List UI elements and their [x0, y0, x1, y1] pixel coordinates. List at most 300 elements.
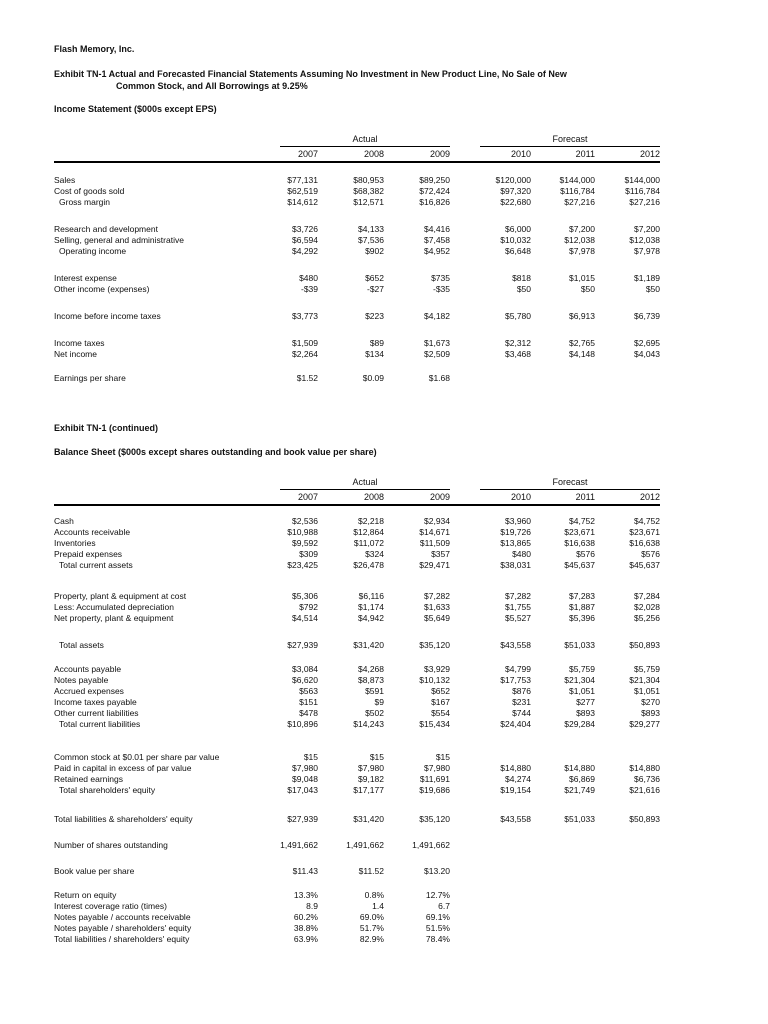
row-value: $893 [576, 708, 595, 718]
row-value: $19,726 [500, 527, 531, 537]
row-value: $4,416 [424, 224, 450, 234]
row-value: $9,182 [358, 774, 384, 784]
table-row [54, 686, 660, 697]
row-value: $14,612 [287, 197, 318, 207]
row-value: $7,980 [358, 763, 384, 773]
row-label: Common stock at $0.01 per share par value [54, 752, 220, 762]
year-header: 2007 [297, 492, 318, 502]
row-value: $652 [365, 273, 384, 283]
table-row [54, 373, 654, 384]
row-label: Total assets [59, 640, 104, 650]
row-value: $1,673 [424, 338, 450, 348]
table-row [54, 640, 660, 651]
row-value: $21,749 [564, 785, 595, 795]
row-value: $1,887 [569, 602, 595, 612]
year-header: 2008 [363, 149, 384, 159]
row-value: $50 [516, 284, 531, 294]
row-value: $7,978 [569, 246, 595, 256]
row-value: $62,519 [287, 186, 318, 196]
row-value: $51,033 [564, 814, 595, 824]
row-label: Interest coverage ratio (times) [54, 901, 167, 911]
row-value: $6,736 [634, 774, 660, 784]
row-value: $23,425 [287, 560, 318, 570]
row-value: $23,671 [564, 527, 595, 537]
income-forecast-label: Forecast [552, 134, 588, 144]
table-row [54, 338, 660, 349]
row-value: 51.5% [425, 923, 450, 933]
row-value: $5,649 [424, 613, 450, 623]
table-row [54, 527, 660, 538]
row-value: 69.1% [425, 912, 450, 922]
row-value: $23,671 [629, 527, 660, 537]
row-label: Accounts receivable [54, 527, 131, 537]
row-value: $7,978 [634, 246, 660, 256]
table-row [54, 175, 660, 186]
year-header: 2010 [510, 149, 531, 159]
row-label: Sales [54, 175, 76, 185]
row-label: Selling, general and administrative [54, 235, 184, 245]
table-row [54, 224, 660, 235]
row-value: $7,282 [424, 591, 450, 601]
row-value: $1,174 [358, 602, 384, 612]
row-value: $21,616 [629, 785, 660, 795]
exhibit-title-line2: Common Stock, and All Borrowings at 9.25% [116, 81, 308, 91]
row-value: $116,784 [560, 186, 595, 196]
row-value: $478 [299, 708, 318, 718]
row-value: $6,913 [569, 311, 595, 321]
row-value: $16,638 [629, 538, 660, 548]
row-value: $12,038 [564, 235, 595, 245]
row-value: $876 [512, 686, 531, 696]
row-value: $10,896 [287, 719, 318, 729]
row-value: $7,980 [424, 763, 450, 773]
row-value: $591 [365, 686, 384, 696]
row-label: Book value per share [54, 866, 135, 876]
income-header-rule [54, 161, 660, 163]
row-value: $5,527 [505, 613, 531, 623]
row-value: $89 [369, 338, 384, 348]
row-value: $4,799 [505, 664, 531, 674]
row-value: 69.0% [359, 912, 384, 922]
row-label: Total liabilities & shareholders' equity [54, 814, 193, 824]
row-value: $1,755 [505, 602, 531, 612]
row-label: Total shareholders' equity [59, 785, 156, 795]
year-header: 2009 [429, 149, 450, 159]
row-value: $7,536 [358, 235, 384, 245]
row-value: $4,043 [634, 349, 660, 359]
year-header: 2009 [429, 492, 450, 502]
table-row [54, 708, 660, 719]
row-label: Property, plant & equipment at cost [54, 591, 187, 601]
row-value: $818 [512, 273, 531, 283]
row-value: $4,752 [569, 516, 595, 526]
row-value: $50,893 [629, 814, 660, 824]
row-value: 78.4% [425, 934, 450, 944]
row-value: $50 [645, 284, 660, 294]
row-value: $223 [365, 311, 384, 321]
year-header: 2007 [297, 149, 318, 159]
row-value: $2,218 [358, 516, 384, 526]
row-value: $3,084 [292, 664, 318, 674]
row-value: $27,939 [287, 640, 318, 650]
row-label: Other current liabilities [54, 708, 139, 718]
row-value: $4,148 [569, 349, 595, 359]
row-value: $29,471 [419, 560, 450, 570]
row-value: $1,051 [634, 686, 660, 696]
row-value: -$35 [432, 284, 450, 294]
row-value: $4,274 [505, 774, 531, 784]
row-value: 1.4 [372, 901, 384, 911]
row-value: $51,033 [564, 640, 595, 650]
row-value: $502 [365, 708, 384, 718]
table-row [54, 186, 660, 197]
balance-forecast-rule [480, 489, 660, 490]
row-label: Income taxes payable [54, 697, 137, 707]
row-value: $5,256 [634, 613, 660, 623]
row-value: $11.43 [292, 866, 318, 876]
table-row [54, 697, 660, 708]
row-value: $16,826 [419, 197, 450, 207]
row-value: 6.7 [438, 901, 450, 911]
row-value: $902 [365, 246, 384, 256]
row-value: $2,695 [634, 338, 660, 348]
income-forecast-rule [480, 146, 660, 147]
row-value: $80,953 [353, 175, 384, 185]
row-value: $357 [431, 549, 450, 559]
row-value: $1,015 [569, 273, 595, 283]
row-label: Retained earnings [54, 774, 123, 784]
row-value: $3,468 [505, 349, 531, 359]
row-label: Other income (expenses) [54, 284, 150, 294]
row-label: Net income [54, 349, 97, 359]
row-value: $12,038 [629, 235, 660, 245]
row-value: $6,594 [292, 235, 318, 245]
row-value: 12.7% [425, 890, 450, 900]
row-label: Cash [54, 516, 74, 526]
row-label: Accounts payable [54, 664, 122, 674]
year-header: 2012 [639, 149, 660, 159]
row-value: $19,154 [500, 785, 531, 795]
row-value: $3,726 [292, 224, 318, 234]
table-row [54, 719, 660, 730]
balance-actual-label: Actual [352, 477, 378, 487]
row-value: $120,000 [495, 175, 531, 185]
row-value: $792 [299, 602, 318, 612]
row-value: $480 [512, 549, 531, 559]
exhibit-title-line1: Exhibit TN-1 Actual and Forecasted Financial Statements Assuming No Investment in New Product Line, No Sale of New [54, 69, 567, 79]
row-value: $167 [431, 697, 450, 707]
row-value: $15,434 [419, 719, 450, 729]
row-value: $4,268 [358, 664, 384, 674]
row-value: $134 [365, 349, 384, 359]
row-value: 1,491,662 [412, 840, 450, 850]
row-value: $7,283 [569, 591, 595, 601]
row-value: $277 [576, 697, 595, 707]
row-label: Return on equity [54, 890, 117, 900]
row-value: 13.3% [293, 890, 318, 900]
row-value: $68,382 [353, 186, 384, 196]
table-row [54, 675, 660, 686]
row-value: $11,072 [353, 538, 384, 548]
row-value: $144,000 [559, 175, 595, 185]
row-value: $4,952 [424, 246, 450, 256]
row-value: $116,784 [625, 186, 660, 196]
row-value: $7,458 [424, 235, 450, 245]
row-value: $9,592 [292, 538, 318, 548]
row-value: $2,264 [292, 349, 318, 359]
row-value: $2,934 [424, 516, 450, 526]
row-value: $4,514 [292, 613, 318, 623]
row-value: $3,960 [505, 516, 531, 526]
table-row [54, 613, 660, 624]
row-value: $13.20 [424, 866, 450, 876]
table-row [54, 664, 660, 675]
row-value: $35,120 [419, 814, 450, 824]
row-value: $6,739 [634, 311, 660, 321]
row-value: $6,116 [358, 591, 384, 601]
row-value: $11,509 [419, 538, 450, 548]
table-row [54, 197, 660, 208]
row-value: $45,637 [564, 560, 595, 570]
row-value: 38.8% [293, 923, 318, 933]
row-value: $72,424 [419, 186, 450, 196]
row-value: $270 [641, 697, 660, 707]
row-value: $5,780 [505, 311, 531, 321]
table-row [54, 785, 660, 796]
row-value: $309 [299, 549, 318, 559]
year-header: 2011 [575, 492, 595, 502]
row-value: $5,396 [569, 613, 595, 623]
row-label: Net property, plant & equipment [54, 613, 174, 623]
row-value: $21,304 [629, 675, 660, 685]
row-value: $480 [299, 273, 318, 283]
row-value: 8.9 [306, 901, 318, 911]
row-value: $231 [512, 697, 531, 707]
table-row [54, 866, 654, 877]
table-row [54, 814, 660, 825]
table-row [54, 934, 654, 945]
row-value: $4,942 [358, 613, 384, 623]
table-row [54, 560, 660, 571]
row-value: $14,243 [353, 719, 384, 729]
row-value: 1,491,662 [280, 840, 318, 850]
income-actual-rule [280, 146, 450, 147]
row-value: $9 [374, 697, 384, 707]
row-value: $14,880 [564, 763, 595, 773]
row-value: $2,765 [569, 338, 595, 348]
row-value: $1,509 [292, 338, 318, 348]
row-value: $652 [431, 686, 450, 696]
year-header: 2012 [639, 492, 660, 502]
row-value: $21,304 [564, 675, 595, 685]
row-value: $576 [641, 549, 660, 559]
row-value: $14,671 [419, 527, 450, 537]
table-row [54, 763, 660, 774]
row-value: $11,691 [419, 774, 450, 784]
table-row [54, 901, 654, 912]
row-value: $24,404 [500, 719, 531, 729]
balance-header-rule [54, 504, 660, 506]
row-value: $31,420 [353, 640, 384, 650]
row-value: $576 [576, 549, 595, 559]
balance-sheet-title: Balance Sheet ($000s except shares outstanding and book value per share) [54, 447, 377, 457]
row-value: $43,558 [500, 814, 531, 824]
row-value: $4,292 [292, 246, 318, 256]
row-label: Total current liabilities [59, 719, 141, 729]
row-value: $9,048 [292, 774, 318, 784]
table-row [54, 912, 654, 923]
row-label: Paid in capital in excess of par value [54, 763, 192, 773]
row-value: $6,869 [569, 774, 595, 784]
row-value: $31,420 [353, 814, 384, 824]
row-value: $1.52 [296, 373, 318, 383]
row-value: $1,633 [424, 602, 450, 612]
row-value: $50 [580, 284, 595, 294]
table-row [54, 235, 660, 246]
table-row [54, 591, 660, 602]
row-label: Earnings per share [54, 373, 126, 383]
row-value: $11.52 [358, 866, 384, 876]
row-value: $10,988 [287, 527, 318, 537]
row-value: $29,277 [629, 719, 660, 729]
table-row [54, 349, 660, 360]
row-value: $4,133 [358, 224, 384, 234]
row-value: $12,864 [353, 527, 384, 537]
row-value: $6,000 [505, 224, 531, 234]
row-value: $7,200 [569, 224, 595, 234]
row-value: $5,306 [292, 591, 318, 601]
row-label: Interest expense [54, 273, 117, 283]
row-value: -$27 [366, 284, 384, 294]
row-value: $893 [641, 708, 660, 718]
year-header: 2011 [575, 149, 595, 159]
row-value: $144,000 [624, 175, 660, 185]
row-value: $7,284 [634, 591, 660, 601]
company-name: Flash Memory, Inc. [54, 44, 135, 54]
row-value: $10,132 [419, 675, 450, 685]
row-value: 63.9% [293, 934, 318, 944]
row-value: $19,686 [419, 785, 450, 795]
row-value: $27,939 [287, 814, 318, 824]
row-label: Less: Accumulated depreciation [54, 602, 175, 612]
row-value: $97,320 [500, 186, 531, 196]
table-row [54, 246, 660, 257]
row-value: $6,648 [505, 246, 531, 256]
row-value: $12,571 [353, 197, 384, 207]
row-value: $15 [369, 752, 384, 762]
continued-title: Exhibit TN-1 (continued) [54, 423, 158, 433]
row-value: $45,637 [629, 560, 660, 570]
row-value: $43,558 [500, 640, 531, 650]
row-value: 51.7% [359, 923, 384, 933]
row-value: $735 [431, 273, 450, 283]
row-value: $324 [365, 549, 384, 559]
balance-forecast-label: Forecast [552, 477, 588, 487]
row-value: $2,028 [634, 602, 660, 612]
row-label: Total liabilities / shareholders' equity [54, 934, 190, 944]
row-value: $5,759 [569, 664, 595, 674]
row-value: -$39 [300, 284, 318, 294]
table-row [54, 840, 654, 851]
row-value: $7,200 [634, 224, 660, 234]
row-value: $29,284 [564, 719, 595, 729]
row-value: $27,216 [629, 197, 660, 207]
year-header: 2008 [363, 492, 384, 502]
row-label: Accrued expenses [54, 686, 124, 696]
row-label: Income taxes [54, 338, 105, 348]
row-label: Income before income taxes [54, 311, 161, 321]
row-value: $3,929 [424, 664, 450, 674]
income-actual-label: Actual [352, 134, 378, 144]
row-value: $26,478 [353, 560, 384, 570]
row-value: 82.9% [359, 934, 384, 944]
row-value: $554 [431, 708, 450, 718]
row-label: Notes payable [54, 675, 109, 685]
row-label: Inventories [54, 538, 96, 548]
table-row [54, 602, 660, 613]
row-value: $1.68 [428, 373, 450, 383]
row-value: $2,312 [505, 338, 531, 348]
row-value: $563 [299, 686, 318, 696]
row-value: $5,759 [634, 664, 660, 674]
row-value: $17,177 [353, 785, 384, 795]
balance-actual-rule [280, 489, 450, 490]
table-row [54, 923, 654, 934]
row-value: $151 [299, 697, 318, 707]
row-value: 0.8% [364, 890, 384, 900]
table-row [54, 774, 660, 785]
row-value: $4,752 [634, 516, 660, 526]
row-value: $8,873 [358, 675, 384, 685]
row-value: $38,031 [500, 560, 531, 570]
table-row [54, 752, 654, 763]
row-value: $14,880 [629, 763, 660, 773]
row-value: $22,680 [500, 197, 531, 207]
table-row [54, 890, 654, 901]
income-statement-title: Income Statement ($000s except EPS) [54, 104, 217, 114]
row-label: Notes payable / shareholders' equity [54, 923, 192, 933]
row-value: $17,753 [500, 675, 531, 685]
row-value: $17,043 [287, 785, 318, 795]
row-label: Gross margin [59, 197, 111, 207]
table-row [54, 273, 660, 284]
row-value: $2,509 [424, 349, 450, 359]
row-value: $3,773 [292, 311, 318, 321]
row-label: Total current assets [59, 560, 133, 570]
row-value: 1,491,662 [346, 840, 384, 850]
row-value: $16,638 [564, 538, 595, 548]
table-row [54, 516, 660, 527]
row-value: $15 [435, 752, 450, 762]
row-value: $2,536 [292, 516, 318, 526]
row-value: $14,880 [500, 763, 531, 773]
row-value: $50,893 [629, 640, 660, 650]
row-label: Research and development [54, 224, 158, 234]
row-value: $77,131 [287, 175, 318, 185]
row-value: $15 [303, 752, 318, 762]
table-row [54, 284, 660, 295]
row-value: $13,865 [500, 538, 531, 548]
table-row [54, 538, 660, 549]
row-label: Number of shares outstanding [54, 840, 168, 850]
table-row [54, 549, 660, 560]
row-label: Cost of goods sold [54, 186, 125, 196]
row-value: $0.09 [362, 373, 384, 383]
year-header: 2010 [510, 492, 531, 502]
row-value: $7,282 [505, 591, 531, 601]
row-value: $1,051 [569, 686, 595, 696]
table-row [54, 311, 660, 322]
